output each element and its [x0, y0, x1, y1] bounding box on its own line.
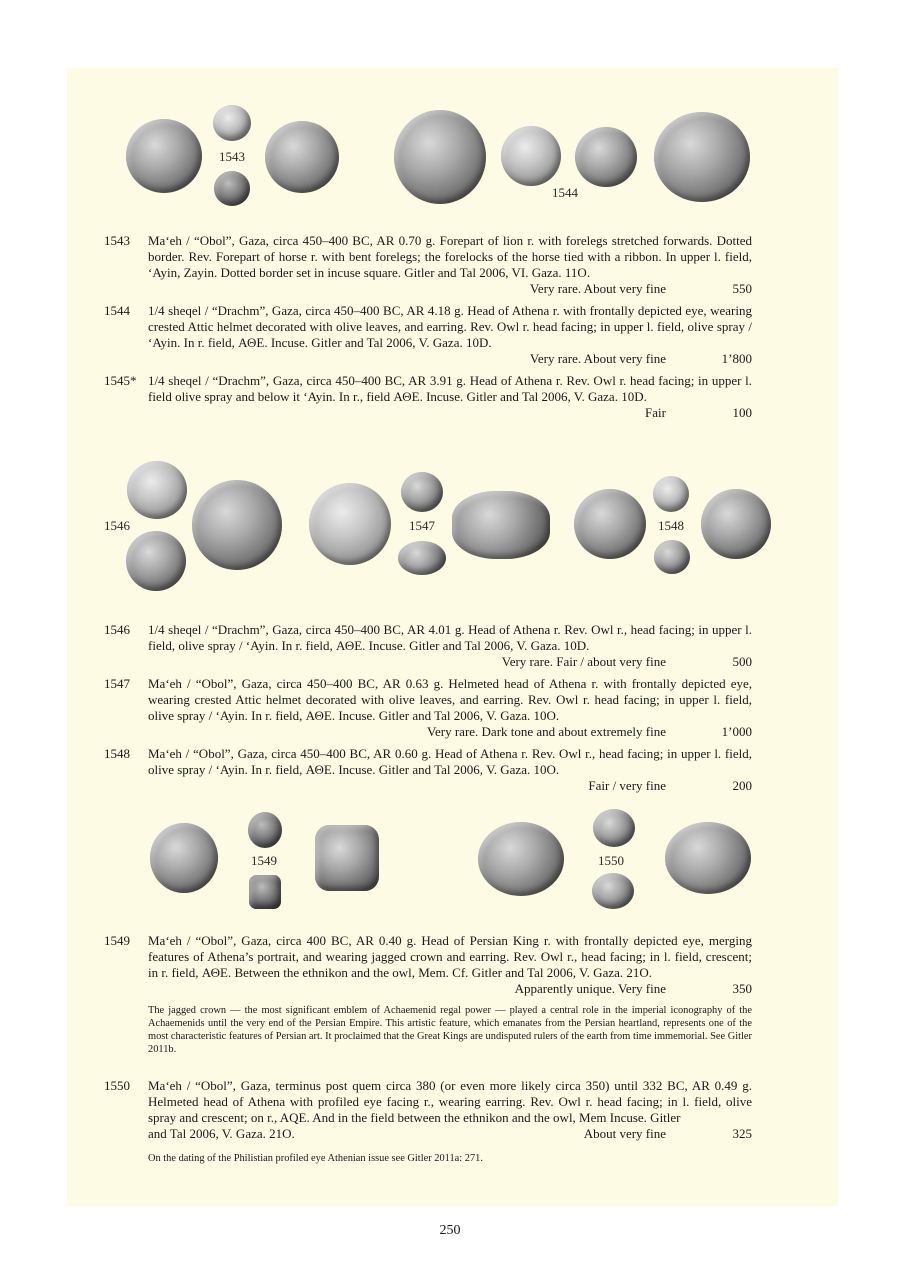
plate-label-1548: 1548 — [658, 518, 684, 533]
plate-label-1549: 1549 — [251, 853, 277, 868]
lot-grade: Fair — [645, 405, 666, 420]
coin-image-1547-obverse — [309, 483, 391, 565]
coin-image-1550-small-reverse — [592, 873, 634, 909]
coin-image-1550-reverse — [665, 822, 751, 894]
lot-number: 1547 — [104, 676, 130, 691]
lot-price: 500 — [732, 654, 752, 669]
coin-image-1548-small-reverse — [654, 540, 690, 574]
coin-image-1544-reverse — [654, 112, 750, 202]
lot-grade: Very rare. Fair / about very fine — [501, 654, 666, 669]
lot-description: 1/4 sheqel / “Drachm”, Gaza, circa 450–400 BC, AR 3.91 g. Head of Athena r. Rev. Owl r. head facing; in upper l. field olive spray and below it ‘Ayin. In r., field ΑΘΕ. Incuse. Gitler and Tal 2006, V. Gaza. 10D. — [148, 373, 752, 404]
lot-description: Ma‘eh / “Obol”, Gaza, terminus post quem circa 380 (or even more likely circa 350) until 332 BC, AR 0.49 g. Helmeted head of Athena with profiled eye facing r., wearing earring. Rev. Owl r. head facing; in l. field, olive spray and crescent; on r., AQE. And in the field between the ethnikon and the owl, Mem Incuse. Gitler — [148, 1078, 752, 1125]
lot-number: 1544 — [104, 303, 130, 318]
lot-description: Ma‘eh / “Obol”, Gaza, circa 450–400 BC, AR 0.60 g. Head of Athena r. Rev. Owl r., head facing; in upper l. field, olive spray / ‘Ayin. In r. field, ΑΘΕ. Incuse. Gitler and Tal 2006, V. Gaza. 10O. — [148, 746, 752, 777]
lot-description: Ma‘eh / “Obol”, Gaza, circa 450–400 BC, AR 0.63 g. Helmeted head of Athena r. with frontally depicted eye, wearing crested Attic helmet decorated with olive leaves, and earring. Rev. Owl r. head facing; in upper l. field, olive spray / ‘Ayin. In r. field, ΑΘΕ. Incuse. Gitler and Tal 2006, V. Gaza. 10O. — [148, 676, 752, 723]
lot-grade: Apparently unique. Very fine — [514, 981, 666, 996]
lot-note-1549: The jagged crown — the most significant emblem of Achaemenid regal power — played a central role in the imperial iconography of the Achaemenids until the very end of the Persian Empire. This artistic feature, which emanates from the Persian heartland, represents one of the most characteristic features of Persian art. It proclaimed that the Great Kings are undisputed rulers of the earth from time immemorial. See Gitler 2011b. — [148, 1005, 752, 1055]
page-number: 250 — [439, 1223, 461, 1238]
lot-number: 1548 — [104, 746, 130, 761]
lot-description-last-line: and Tal 2006, V. Gaza. 21O. — [148, 1126, 295, 1141]
lot-description: 1/4 sheqel / “Drachm”, Gaza, circa 450–400 BC, AR 4.18 g. Head of Athena r. with frontally depicted eye, wearing crested Attic helmet decorated with olive leaves, and earring. Rev. Owl r. head facing; in upper l. field, olive spray / ‘Ayin. In r. field, ΑΘΕ. Incuse. Gitler and Tal 2006, V. Gaza. 10D. — [148, 303, 752, 350]
lot-grade: Very rare. About very fine — [529, 281, 666, 296]
lot-grade: Very rare. About very fine — [529, 351, 666, 366]
coin-image-1543-small-obverse — [213, 105, 251, 141]
coin-image-1550-small-obverse — [593, 809, 635, 847]
coin-image-1548-reverse — [701, 489, 771, 559]
lot-price: 550 — [732, 281, 752, 296]
lot-grade: Fair / very fine — [588, 778, 666, 793]
plate-label-1547: 1547 — [409, 518, 435, 533]
lot-number: 1549 — [104, 933, 130, 948]
lot-price: 325 — [732, 1126, 752, 1141]
coin-image-1550-obverse — [478, 822, 564, 896]
coin-image-1549-obverse — [150, 823, 218, 893]
plate-label-1546: 1546 — [104, 518, 130, 533]
lot-number: 1546 — [104, 622, 130, 637]
coin-image-1548-small-obverse — [653, 476, 689, 512]
coin-image-1547-reverse — [452, 491, 550, 559]
coin-image-1548-obverse — [574, 489, 646, 559]
coin-image-1546-reverse — [192, 480, 282, 570]
lot-price: 200 — [732, 778, 752, 793]
lot-number: 1543 — [104, 233, 130, 248]
lot-number: 1545* — [104, 373, 137, 388]
coin-image-1544-small-reverse — [575, 127, 637, 187]
coin-image-1546-small-obverse — [127, 461, 187, 519]
coin-image-1543-reverse — [265, 121, 339, 193]
lot-description: Ma‘eh / “Obol”, Gaza, circa 450–400 BC, AR 0.70 g. Forepart of lion r. with forelegs stretched forwards. Dotted border. Rev. Forepart of horse r. with bent forelegs; the forelocks of the horse tied with a ribbon. In upper l. field, ‘Ayin, Zayin. Dotted border set in incuse square. Gitler and Tal 2006, VI. Gaza. 11O. — [148, 233, 752, 280]
coin-image-1544-small-obverse — [501, 126, 561, 186]
coin-image-1543-small-reverse — [214, 171, 250, 206]
coin-image-1547-small-reverse — [398, 541, 446, 575]
coin-image-1544-obverse — [394, 110, 486, 204]
lot-note-1550: On the dating of the Philistian profiled eye Athenian issue see Gitler 2011a: 271. — [148, 1153, 483, 1164]
lot-grade: About very fine — [583, 1126, 666, 1141]
coin-image-1547-small-obverse — [401, 472, 443, 512]
plate-label-1544: 1544 — [552, 185, 578, 200]
plate-label-1543: 1543 — [219, 149, 245, 164]
lot-description: 1/4 sheqel / “Drachm”, Gaza, circa 450–400 BC, AR 4.01 g. Head of Athena r. Rev. Owl r., head facing; in upper l. field, olive spray / ‘Ayin. In r. field, ΑΘΕ. Incuse. Gitler and Tal 2006, V. Gaza. 10D. — [148, 622, 752, 653]
coin-image-1549-small-obverse — [248, 812, 282, 848]
lot-price: 1’800 — [721, 351, 752, 366]
lot-description: Ma‘eh / “Obol”, Gaza, circa 400 BC, AR 0.40 g. Head of Persian King r. with frontally depicted eye, merging features of Athena’s portrait, and wearing jagged crown and earring. Rev. Owl r., head facing; in l. field, crescent; in r. field, ΑΘΕ. Between the ethnikon and the owl, Mem. Cf. Gitler and Tal 2006, V. Gaza. 21O. — [148, 933, 752, 980]
lot-number: 1550 — [104, 1078, 130, 1093]
lot-price: 350 — [732, 981, 752, 996]
coin-image-1546-small-reverse — [126, 531, 186, 591]
plate-label-1550: 1550 — [598, 853, 624, 868]
lot-price: 1’000 — [721, 724, 752, 739]
coin-image-1549-small-reverse — [249, 875, 281, 909]
coin-image-1543-obverse — [126, 119, 202, 193]
lot-price: 100 — [732, 405, 752, 420]
lot-grade: Very rare. Dark tone and about extremely fine — [427, 724, 666, 739]
coin-image-1549-reverse — [315, 825, 379, 891]
